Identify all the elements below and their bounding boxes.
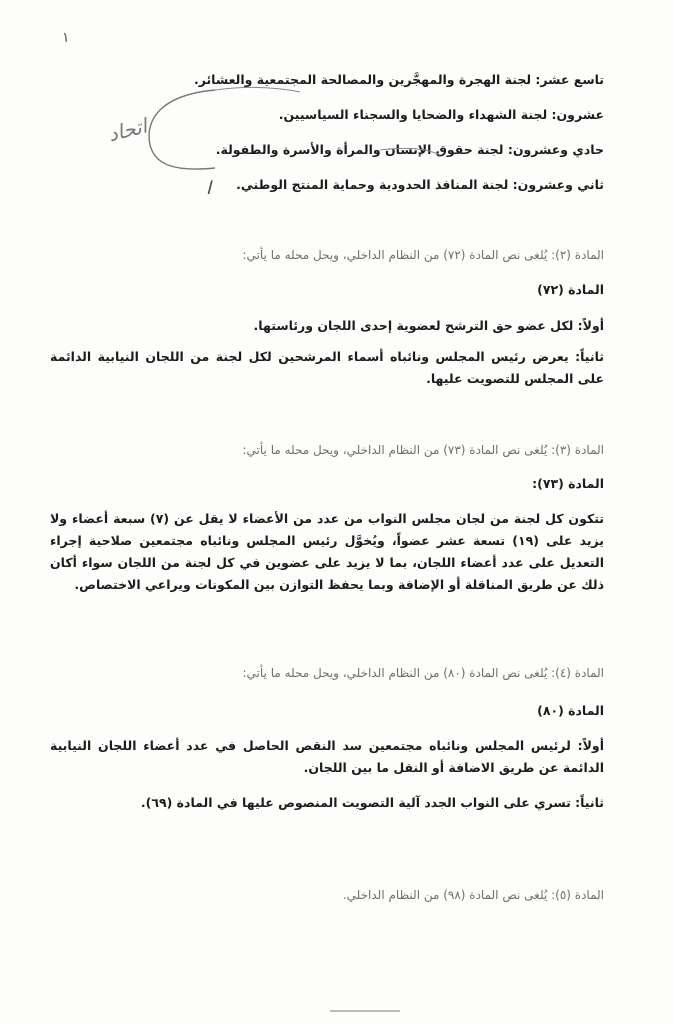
section-5-intro: المادة (٥): يُلغى نص المادة (٩٨) من النظام الداخلي.	[342, 888, 604, 902]
section-3-intro: المادة (٣): يُلغى نص المادة (٧٣) من النظام الداخلي، ويحل محله ما يأتي:	[242, 443, 604, 457]
section-2-para-2: ثانياً: يعرض رئيس المجلس ونائباه أسماء المرشحين لكل لجنة من اللجان النيابية الدائمة على المجلس للتصويت عليها.	[50, 349, 604, 386]
section-4-para-2: ثانياً: تسري على النواب الجدد آلية التصويت المنصوص عليها في المادة (٦٩).	[140, 795, 604, 810]
section-3-title: المادة (٧٣):	[532, 476, 604, 491]
section-4-intro: المادة (٤): يُلغى نص المادة (٨٠) من النظام الداخلي، ويحل محله ما يأتي:	[242, 666, 604, 680]
list-item-20: عشرون: لجنة الشهداء والضحايا والسجناء السياسيين.	[278, 107, 604, 122]
list-item-21: حادي وعشرون: لجنة حقوق الإنسان والمرأة والأسرة والطفولة.	[215, 142, 604, 157]
list-item-19: تاسع عشر: لجنة الهجرة والمهجَّرين والمصالحة المجتمعية والعشائر.	[193, 72, 604, 87]
scan-artifact	[330, 1010, 400, 1012]
section-2-title: المادة (٧٢)	[537, 282, 604, 297]
section-2-para-1: أولاً: لكل عضو حق الترشح لعضوية إحدى اللجان ورئاستها.	[253, 318, 604, 333]
section-2-intro: المادة (٢): يُلغى نص المادة (٧٢) من النظام الداخلي، ويحل محله ما يأتي:	[242, 248, 604, 262]
handwritten-tick: ا	[206, 178, 212, 199]
section-4-para-1: أولاً: لرئيس المجلس ونائباه مجتمعين سد النقص الحاصل في عدد أعضاء اللجان النيابية الدائمة عن طريق الاضافة أو النقل ما بين اللجان.	[50, 738, 604, 775]
handwritten-note: اتحاد	[105, 113, 150, 147]
list-item-22: ثاني وعشرون: لجنة المنافذ الحدودية وحماية المنتج الوطني.	[236, 177, 604, 192]
section-3-para-1: تتكون كل لجنة من لجان مجلس النواب من عدد من الأعضاء لا يقل عن (٧) سبعة أعضاء ولا يزيد على (١٩) تسعة عشر عضواً، ويُخوَّل رئيس المجلس ونائباه مجتمعين صلاحية إجراء التعديل على عدد أعضاء اللجان، بما لا يزيد على عضوين في كل لجنة من اللجان سواء أكان ذلك عن طريق المناقلة أو الإضافة وبما يحفظ التوازن بين المكونات ويراعي الاختصاص.	[50, 511, 605, 592]
section-4-title: المادة (٨٠)	[537, 703, 604, 718]
page-number: ١	[62, 30, 70, 46]
